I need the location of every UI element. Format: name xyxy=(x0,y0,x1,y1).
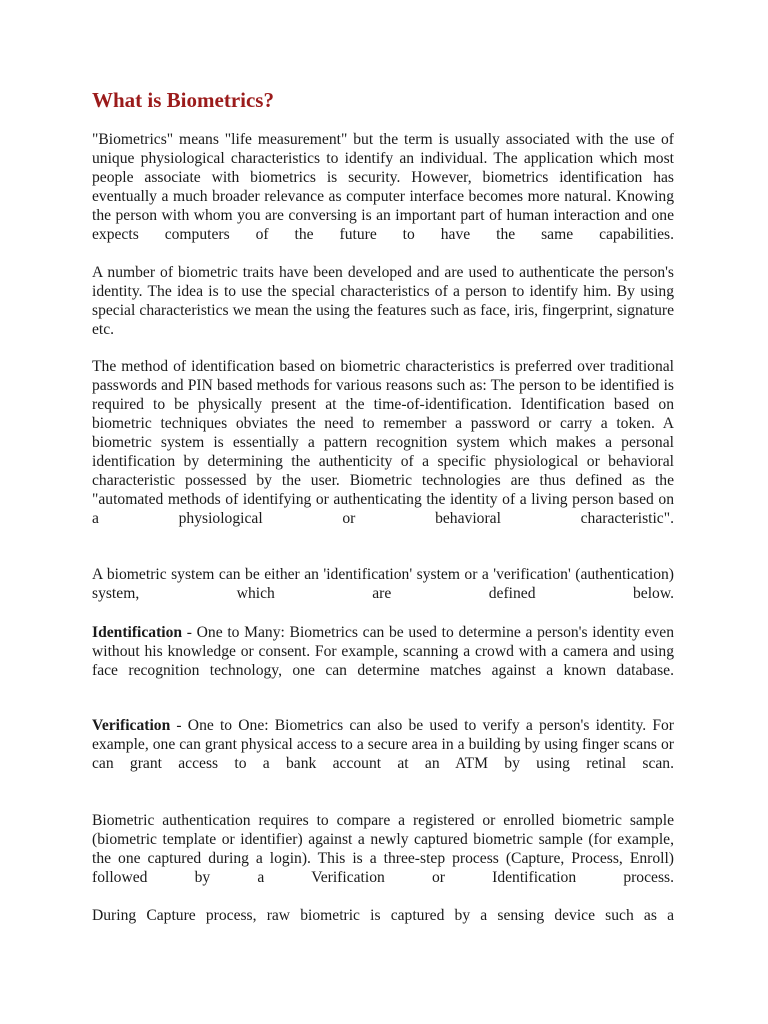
paragraph-authentication-process: Biometric authentication requires to compare a registered or enrolled biometric sample (biometric template or identifier) against a newly captured biometric sample (for example, the one captured during a login). This is a three-step process (Capture, Process, Enroll) followed by a Verification or Identification process. xyxy=(92,812,674,886)
paragraph-definition: "Biometrics" means "life measurement" but the term is usually associated with the use of unique physiological characteristics to identify an individual. The application which most people associate with biometrics is security. However, biometrics identification has eventually a much broader relevance as computer interface becomes more natural. Knowing the person with whom you are conversing is an important part of human interaction and one expects computers of the future to have the same capabilities. xyxy=(92,131,674,243)
paragraph-capture-process: During Capture process, raw biometric is captured by a sensing device such as a xyxy=(92,907,674,924)
paragraph-verification xyxy=(92,716,674,773)
paragraph-identification xyxy=(92,623,674,680)
paragraph-biometric-traits: A number of biometric traits have been developed and are used to authenticate the person's identity. The idea is to use the special characteristics of a person to identify him. By using special characteristics we mean the using the features such as face, iris, fingerprint, signature etc. xyxy=(92,264,674,338)
paragraph-system-types: A biometric system can be either an 'identification' system or a 'verification' (authentication) system, which are defined below. xyxy=(92,566,674,602)
document-title: What is Biometrics? xyxy=(92,88,274,112)
identification-term: Identification xyxy=(92,624,183,641)
verification-term: Verification xyxy=(92,717,171,734)
verification-text: - One to One: Biometrics can also be used to verify a person's identity. For example, one can grant physical access to a secure area in a building by using finger scans or can grant access to a bank account at an ATM by using retinal scan. xyxy=(92,717,674,772)
identification-text: - One to Many: Biometrics can be used to determine a person's identity even without his knowledge or consent. For example, scanning a crowd with a camera and using face recognition technology, one can determine matches against a known database. xyxy=(92,624,674,679)
paragraph-identification-method: The method of identification based on biometric characteristics is preferred over traditional passwords and PIN based methods for various reasons such as: The person to be identified is required to be physically present at the time-of-identification. Identification based on biometric techniques obviates the need to remember a password or carry a token. A biometric system is essentially a pattern recognition system which makes a personal identification by determining the authenticity of a specific physiological or behavioral characteristic possessed by the user. Biometric technologies are thus defined as the "automated methods of identifying or authenticating the identity of a living person based on a physiological or behavioral characteristic". xyxy=(92,358,674,527)
